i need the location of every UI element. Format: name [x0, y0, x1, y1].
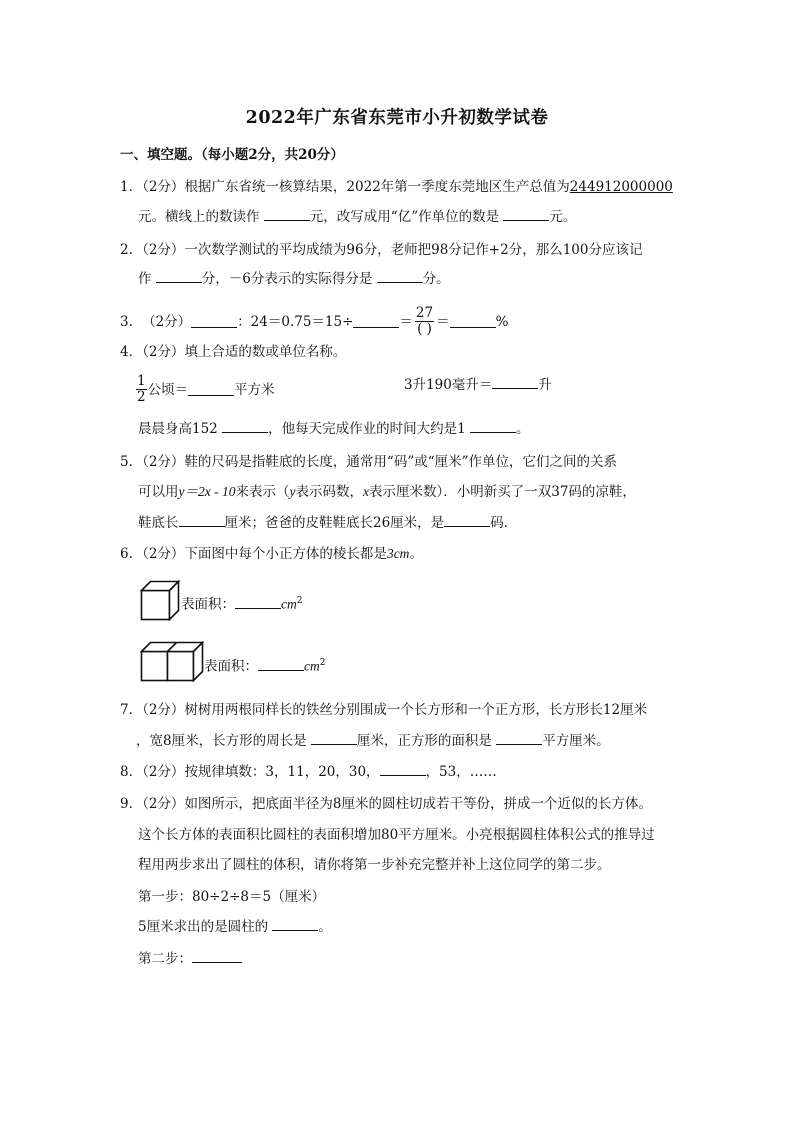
- question-number: 5．: [120, 454, 143, 470]
- question-1-line-1: [120, 178, 673, 196]
- question-text: 厘米；爸爸的皮鞋鞋底长26厘米，是: [224, 515, 445, 531]
- edge-length-value: 3: [386, 546, 394, 561]
- question-5-line-3: [138, 514, 517, 532]
- question-text: 来表示（: [235, 484, 290, 500]
- double-cube-figure: [140, 641, 204, 683]
- question-3-line: [120, 306, 508, 337]
- question-points: （2分）: [142, 702, 185, 718]
- question-text: 表示厘米数）．小明新买了一双37码的凉鞋，: [368, 484, 636, 500]
- question-6-answer-a: [181, 592, 302, 614]
- question-text: 可以用: [138, 484, 179, 500]
- question-text: 元。: [549, 209, 577, 225]
- answer-blank[interactable]: [492, 376, 538, 389]
- question-text: 元。横线上的数读作: [138, 209, 260, 225]
- question-text: 一次数学测试的平均成绩为96分，老师把98分记作+2分，那么100分应该记: [184, 242, 643, 258]
- question-text: 第二步：: [138, 951, 192, 967]
- question-text: 厘米，正方形的面积是: [356, 733, 492, 749]
- page-title: 2022年广东省东莞市小升初数学试卷: [245, 108, 549, 128]
- question-points: （2分）: [142, 344, 185, 360]
- question-number: 6．: [120, 546, 143, 562]
- answer-blank[interactable]: [450, 315, 496, 328]
- answer-blank[interactable]: [258, 658, 304, 671]
- question-4-item-a: [136, 374, 275, 405]
- question-text: 填上合适的数或单位名称。: [184, 344, 347, 360]
- answer-blank[interactable]: [311, 732, 357, 745]
- answer-blank[interactable]: [272, 918, 318, 931]
- section-heading: 一、填空题。（每小题2分，共20分）: [120, 147, 344, 163]
- question-text: 如图所示，把底面半径为8厘米的圆柱切成若干等份，拼成一个近似的长方体。: [184, 796, 653, 812]
- question-9-line-1: [120, 795, 652, 813]
- question-6-line-1: [120, 545, 423, 563]
- question-points: （2分）: [142, 179, 185, 195]
- question-9-step-1: 第一步：80÷2÷8＝5（厘米）: [138, 889, 326, 905]
- answer-blank[interactable]: [503, 208, 549, 221]
- answer-blank[interactable]: [353, 315, 399, 328]
- answer-blank[interactable]: [222, 420, 268, 433]
- question-text: 根据广东省统一核算结果，2022年第一季度东莞地区生产总值为: [184, 179, 570, 195]
- question-number: 1．: [120, 179, 143, 195]
- question-2-line-2: [138, 270, 450, 288]
- question-text: 按规律填数：3，11，20，30，: [184, 764, 380, 780]
- unit-text: cm: [281, 596, 297, 612]
- question-7-line-1: [120, 701, 647, 719]
- fraction-denominator: 2: [137, 389, 146, 405]
- fraction-denominator[interactable]: ( ): [417, 321, 432, 337]
- fraction: [415, 306, 434, 337]
- question-text: 鞋底长: [138, 515, 179, 531]
- answer-blank[interactable]: [235, 596, 281, 609]
- question-4-item-b: [404, 376, 552, 394]
- question-4-line-1: [120, 343, 346, 361]
- question-text: 元，改写成用“亿”作单位的数是: [309, 209, 500, 225]
- question-text: 分，－6分表示的实际得分是: [201, 271, 373, 287]
- fraction-numerator: 1: [137, 373, 146, 389]
- question-text: 表示码数，: [295, 484, 363, 500]
- unit-text: 升: [538, 377, 552, 393]
- question-text: 3升190毫升＝: [404, 377, 493, 393]
- variable-y: y: [289, 484, 296, 499]
- question-number: 9．: [120, 796, 143, 812]
- edge-length-unit: cm: [393, 546, 410, 561]
- question-9-line-3: 程用两步求出了圆柱的体积，请你将第一步补充完整并补上这位同学的第二步。: [138, 857, 611, 873]
- question-4-item-c: [138, 420, 529, 438]
- unit-exponent: 2: [296, 596, 303, 606]
- question-text: 公顷＝: [147, 381, 189, 398]
- percent-sign: %: [495, 313, 509, 330]
- equals-sign: ＝: [399, 313, 413, 330]
- question-points: （2分）: [142, 454, 185, 470]
- question-text: ，53，……: [425, 764, 497, 780]
- question-9-step-2: [138, 950, 242, 968]
- question-points: （2分）: [142, 796, 185, 812]
- underlined-number: 244912000000: [569, 179, 673, 195]
- answer-blank[interactable]: [179, 514, 225, 527]
- question-text: 晨晨身高152: [138, 421, 218, 437]
- answer-blank[interactable]: [444, 514, 490, 527]
- question-text: 鞋的尺码是指鞋底的长度，通常用“码”或“厘米”作单位，它们之间的关系: [184, 454, 618, 470]
- question-text: 码．: [490, 515, 518, 531]
- unit-text: cm: [304, 658, 320, 674]
- question-text: 。: [318, 919, 332, 935]
- question-text: 平方厘米。: [542, 733, 610, 749]
- question-points: （2分）: [142, 313, 192, 330]
- question-5-line-1: [120, 453, 617, 471]
- question-number: 4．: [120, 344, 143, 360]
- unit-exponent: 2: [319, 658, 326, 668]
- variable-x: x: [362, 484, 369, 499]
- answer-blank[interactable]: [192, 950, 242, 963]
- answer-blank[interactable]: [496, 732, 542, 745]
- question-text: 作: [138, 271, 152, 287]
- question-number: 8．: [120, 764, 143, 780]
- answer-blank[interactable]: [264, 208, 310, 221]
- question-text: 下面图中每个小正方体的棱长都是: [184, 546, 387, 562]
- question-number: 3．: [120, 313, 143, 330]
- equals-sign: ＝: [436, 313, 450, 330]
- answer-blank[interactable]: [377, 270, 423, 283]
- surface-area-label: 表面积：: [204, 658, 258, 675]
- question-7-line-2: [136, 732, 610, 750]
- question-text: ：24＝0.75＝15÷: [237, 313, 354, 330]
- question-text: 。: [409, 546, 423, 562]
- question-9-step-1-answer: [138, 918, 332, 936]
- question-2-line-1: [120, 241, 642, 259]
- question-9-line-2: 这个长方体的表面积比圆柱的表面积增加80平方厘米。小亮根据圆柱体积公式的推导过: [138, 827, 655, 843]
- question-points: （2分）: [142, 764, 185, 780]
- question-8-line: [120, 763, 497, 781]
- answer-blank[interactable]: [191, 315, 237, 328]
- fraction: [136, 374, 147, 405]
- question-number: 2．: [120, 242, 143, 258]
- question-text: 。: [515, 421, 530, 437]
- single-cube-figure: [140, 580, 182, 622]
- question-text: ，他每天完成作业的时间大约是1: [268, 421, 466, 437]
- question-6-answer-b: [204, 654, 325, 676]
- answer-blank[interactable]: [380, 763, 426, 776]
- fraction-numerator: 27: [415, 305, 434, 321]
- question-text: 树树用两根同样长的铁丝分别围成一个长方形和一个正方形，长方形长12厘米: [184, 702, 648, 718]
- answer-blank[interactable]: [470, 420, 516, 433]
- surface-area-label: 表面积：: [181, 596, 235, 613]
- question-1-line-2: [138, 208, 576, 226]
- unit-text: 平方米: [234, 381, 275, 398]
- question-text: ，宽8厘米，长方形的周长是: [136, 733, 307, 749]
- question-text: 5厘米求出的是圆柱的: [138, 919, 269, 935]
- answer-blank[interactable]: [156, 270, 202, 283]
- question-points: （2分）: [142, 546, 185, 562]
- formula: y＝2x - 10: [178, 484, 236, 499]
- question-text: 分。: [422, 271, 450, 287]
- question-number: 7．: [120, 702, 143, 718]
- answer-blank[interactable]: [188, 383, 234, 396]
- question-5-line-2: [138, 483, 636, 501]
- question-points: （2分）: [142, 242, 185, 258]
